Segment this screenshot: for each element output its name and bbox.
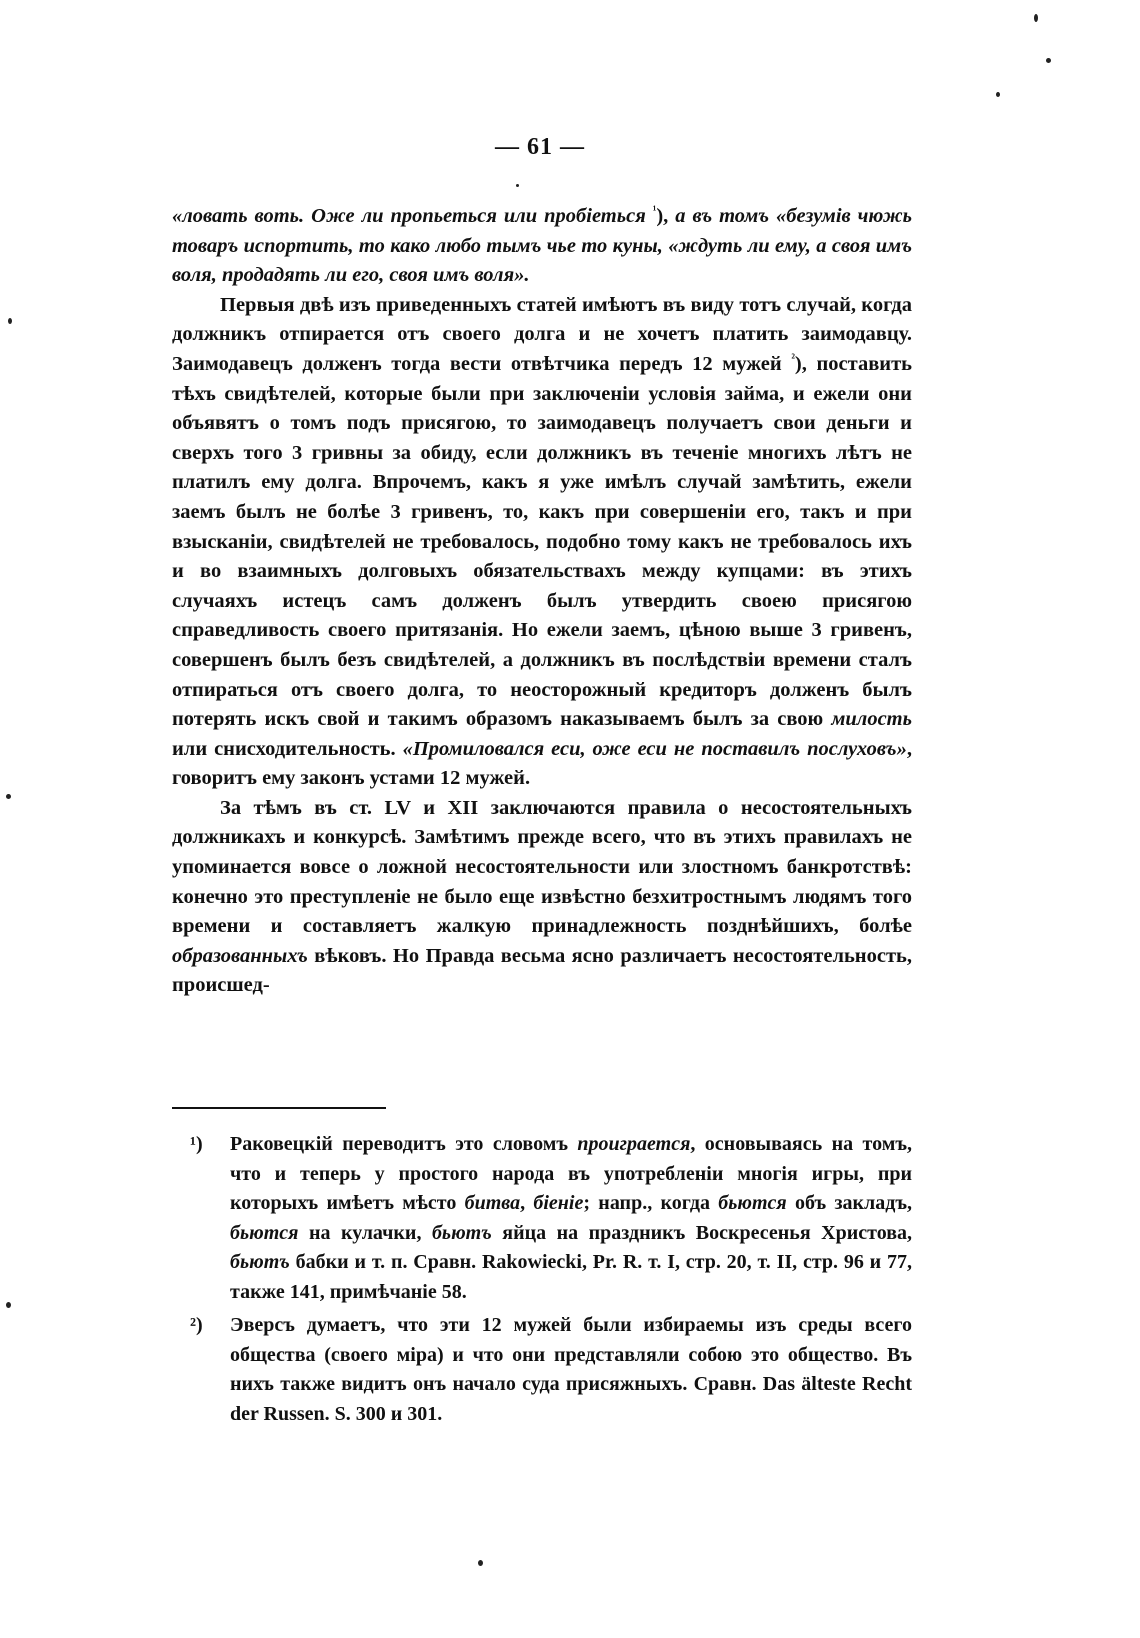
quote-italic-continued: а въ томъ «безумів чюжь товаръ испортить, то како любо тымъ чье то куны, «ждуть ли ему, а своя имъ воля, продадять ли его, своя имъ воля». (172, 205, 912, 287)
scan-speck (8, 318, 12, 324)
footnote-text: ; напр., когда (583, 1192, 719, 1214)
footnote-ref-2: ² (791, 351, 795, 366)
scan-speck (6, 1302, 11, 1308)
footnote-text: на кулачки, (298, 1221, 432, 1244)
main-text (172, 202, 912, 1001)
scan-speck (6, 794, 11, 799)
emphasis-italic: милость (831, 708, 912, 731)
paragraph-debt-denial (172, 291, 912, 794)
paragraph-text: , говоритъ ему законъ устами 12 мужей. (172, 737, 912, 790)
footnote-italic: проиграется (577, 1133, 691, 1155)
footnote-1 (190, 1130, 912, 1307)
footnote-divider (172, 1107, 386, 1109)
paragraph-text: За тѣмъ въ ст. LV и XII заключаются правила о несостоятельныхъ должникахъ и конкурсѣ. Замѣтимъ прежде всего, что въ этихъ правилахъ не упоминается вовсе о ложной несостоятельности или злостномъ банкротствѣ: конечно это преступленіе не было еще извѣстно безхитростнымъ людямъ того времени и составляетъ жалкую принадлежность позднѣйшихъ, болѣе (172, 796, 912, 938)
footnote-text: яйца на праздникъ Воскресенья Христова, (491, 1221, 913, 1244)
paragraph-text: или снисходительность. (172, 737, 403, 760)
footnote-2 (190, 1311, 912, 1429)
scan-speck (1046, 58, 1051, 63)
quote-italic: «Промиловался еси, оже еси не поставилъ послуховъ» (402, 737, 907, 760)
footnote-ref-1: ¹ (652, 203, 657, 218)
footnote-text: , основываясь на томъ, что и теперь у простого народа въ употребленіи многія игры, при которыхъ имѣетъ мѣсто (230, 1133, 912, 1214)
footnotes (190, 1130, 912, 1433)
paragraph-quote-continuation (172, 202, 912, 291)
emphasis-italic: образованныхъ (172, 944, 308, 967)
paragraph-text: ), поставить тѣхъ свидѣтелей, которые были при заключеніи условія займа, и ежели они объявятъ о томъ подъ присягою, то заимодавецъ получаетъ свои деньги и сверхъ того 3 гривны за обиду, если должникъ въ теченіе многихъ лѣтъ не платилъ ему долга. Впрочемъ, какъ я уже имѣлъ случай замѣтить, ежели заемъ былъ не болѣе 3 гривенъ, то, какъ при совершеніи его, такъ и при взысканіи, свидѣтелей не требовалось, подобно тому какъ не требовалось ихъ и во взаимныхъ долговыхъ обязательствахъ между купцами: въ этихъ случаяхъ истецъ самъ долженъ былъ утвердить своею присягою справедливость своего притязанія. Но ежели заемъ, цѣною выше 3 гривенъ, совершенъ былъ безъ свидѣтелей, а должникъ въ послѣдствіи времени сталъ отпираться отъ своего долга, то неосторожный кредиторъ долженъ былъ потерять искъ свой и такимъ образомъ наказываемъ былъ за свою (172, 352, 912, 731)
quote-close: ), (656, 205, 676, 227)
footnote-1-mark: ¹) (190, 1133, 203, 1155)
footnote-italic: бьютъ (431, 1221, 492, 1244)
quote-italic: «ловать воть. Оже ли пропьеться или пробіеться (172, 205, 646, 227)
scan-speck (478, 1560, 483, 1566)
footnote-italic: бьются (230, 1221, 299, 1244)
footnote-italic: біеніе (533, 1192, 584, 1214)
footnote-2-mark: ²) (190, 1314, 203, 1336)
paragraph-text: Первыя двѣ изъ приведенныхъ статей имѣютъ въ виду тотъ случай, когда должникъ отпирается отъ своего долга и не хочетъ платить заимодавцу. Заимодавецъ долженъ тогда вести отвѣтчика передъ 12 мужей (172, 293, 912, 375)
footnote-italic: бьютъ (230, 1251, 290, 1273)
footnote-text: объ закладъ, (786, 1192, 912, 1214)
scan-speck (1034, 14, 1038, 22)
footnote-text: Эверсъ думаетъ, что эти 12 мужей были избираемы изъ среды всего общества (своего міра) и что они представляли собою это общество. Въ нихъ также видитъ онъ начало суда присяжныхъ. Сравн. Das älteste Recht der Russen. S. 300 и 301. (230, 1314, 912, 1425)
scan-speck (516, 184, 519, 187)
footnote-text: Раковецкій переводитъ это словомъ (230, 1133, 578, 1155)
footnote-italic: бьются (718, 1192, 787, 1214)
paragraph-text: вѣковъ. Но Правда весьма ясно различаетъ несостоятельность, происшед- (172, 944, 912, 997)
footnote-italic: битва (464, 1192, 521, 1214)
page-number: — 61 — (495, 134, 585, 160)
footnote-text: , (520, 1192, 534, 1214)
paragraph-insolvency (172, 794, 912, 1001)
scan-speck (996, 92, 1000, 97)
footnote-text: бабки и т. п. Сравн. Rakowiecki, Pr. R. т. I, стр. 20, т. II, стр. 96 и 77, также 141, примѣчаніе 58. (230, 1251, 912, 1303)
